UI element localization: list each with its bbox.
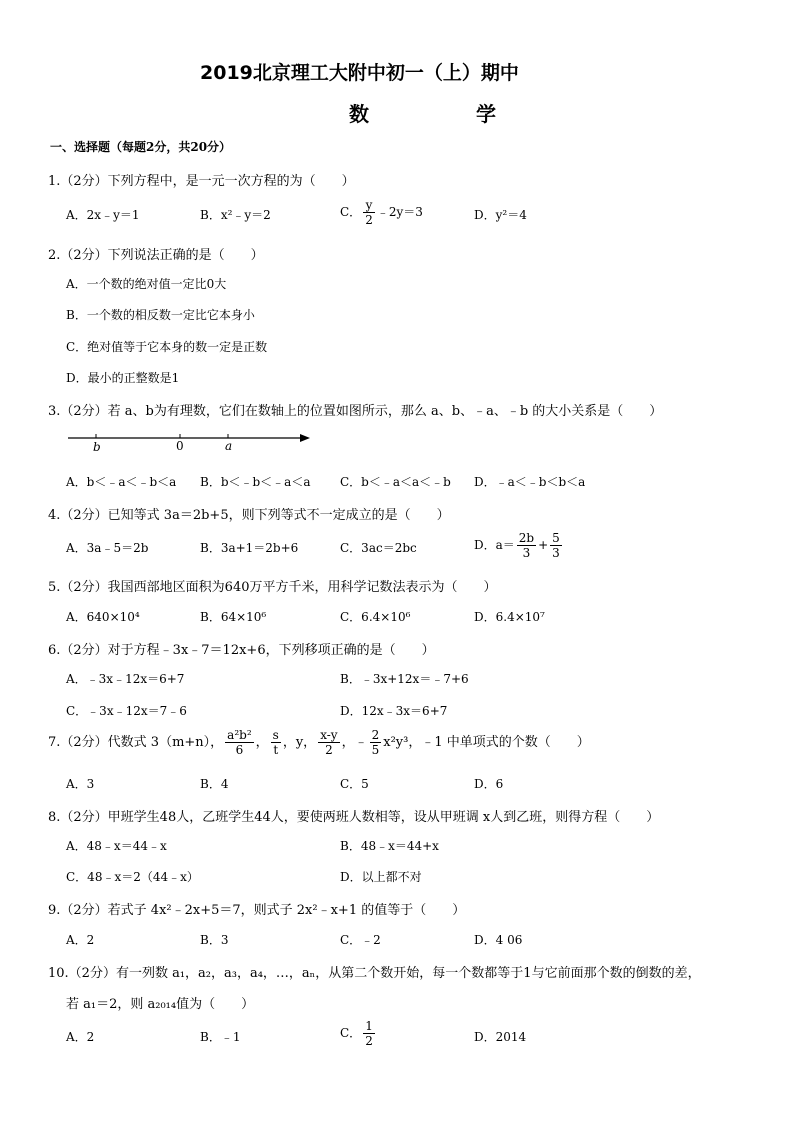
- q3-option-b: B．b＜﹣b＜﹣a＜a: [200, 475, 311, 489]
- q4-option-c: C．3ac＝2bc: [340, 541, 417, 555]
- q8-option-a: A．48﹣x＝44﹣x: [66, 839, 167, 853]
- q1-option-b: B．x²﹣y＝2: [200, 208, 271, 222]
- q4-option-a: A．3a﹣5＝2b: [66, 541, 149, 555]
- q2-option-c: C．绝对值等于它本身的数一定是正数: [66, 340, 268, 354]
- page-title: 2019北京理工大附中初一（上）期中: [200, 62, 519, 84]
- q5-option-a: A．640×10⁴: [66, 610, 140, 624]
- q7-option-d: D．6: [474, 777, 504, 791]
- q7-option-a: A．3: [66, 777, 95, 791]
- q4-option-d: D．a＝ $\frac{2b}{3}$ + $\frac{5}{3}$: [474, 531, 560, 560]
- q10-option-b: B．﹣1: [200, 1030, 241, 1044]
- q6-option-b: B．﹣3x+12x＝﹣7+6: [340, 672, 469, 686]
- q2-option-d: D．最小的正整数是1: [66, 371, 180, 385]
- section-heading: 一、选择题（每题2分，共20分）: [50, 140, 232, 154]
- subject-title: 数 学: [349, 102, 546, 126]
- q10-option-c: C． $\frac{1}{2}$: [340, 1019, 373, 1048]
- q3-option-a: A．b＜﹣a＜﹣b＜a: [66, 475, 177, 489]
- q8-option-d: D．以上都不对: [340, 870, 422, 884]
- q3-option-d: D．﹣a＜﹣b＜b＜a: [474, 475, 586, 489]
- q6-option-d: D．12x﹣3x＝6+7: [340, 704, 448, 718]
- q5-option-b: B．64×10⁶: [200, 610, 267, 624]
- question-10-stem-line2: 若 a₁＝2，则 a₂₀₁₄值为（ ）: [66, 997, 255, 1012]
- question-9-stem: 9.（2分）若式子 4x²﹣2x+5＝7，则式子 2x²﹣x+1 的值等于（ ）: [48, 903, 466, 918]
- q1-fraction: $\frac{y}{2}$: [365, 198, 373, 227]
- q1-option-d: D．y²＝4: [474, 208, 527, 222]
- q9-option-b: B．3: [200, 933, 229, 947]
- q6-option-a: A．﹣3x﹣12x＝6+7: [66, 672, 185, 686]
- q1-option-c: C． $\frac{y}{2}$ ﹣2y＝3: [340, 198, 423, 227]
- q2-option-b: B．一个数的相反数一定比它本身小: [66, 308, 255, 322]
- question-10-stem-line1: 10.（2分）有一列数 a₁，a₂，a₃，a₄，…，aₙ，从第二个数开始，每一个数都等于1与它前面那个数的倒数的差，: [48, 966, 701, 981]
- q5-option-d: D．6.4×10⁷: [474, 610, 545, 624]
- q3-option-c: C．b＜﹣a＜a＜﹣b: [340, 475, 451, 489]
- q1-option-a: A．2x﹣y＝1: [66, 208, 140, 222]
- q9-option-a: A．2: [66, 933, 95, 947]
- q8-option-c: C．48﹣x＝2（44﹣x）: [66, 870, 199, 884]
- question-8-stem: 8.（2分）甲班学生48人，乙班学生44人，要使两班人数相等，设从甲班调 x人到乙班，则得方程（ ）: [48, 810, 660, 825]
- q7-option-c: C．5: [340, 777, 369, 791]
- q6-option-c: C．﹣3x﹣12x＝7﹣6: [66, 704, 187, 718]
- number-line-arrow: [300, 434, 310, 442]
- question-7-stem: 7.（2分）代数式 3（m+n）， $\frac{\text{a²b²}}{6}$ ， $\frac{s}{t}$ ，y， $\frac{x-y}{2}$ ，﹣ $\frac{2}{5}$ x²y³，﹣1 中单项式的个数（ ）: [48, 728, 590, 757]
- q9-option-c: C．﹣2: [340, 933, 381, 947]
- label-a: a: [225, 439, 233, 453]
- q8-option-b: B．48﹣x＝44+x: [340, 839, 439, 853]
- q10-option-d: D．2014: [474, 1030, 527, 1044]
- q5-option-c: C．6.4×10⁶: [340, 610, 411, 624]
- question-5-stem: 5.（2分）我国西部地区面积为640万平方千米，用科学记数法表示为（ ）: [48, 580, 497, 595]
- question-2-stem: 2.（2分）下列说法正确的是（ ）: [48, 248, 264, 263]
- question-3-stem: 3.（2分）若 a、b为有理数，它们在数轴上的位置如图所示，那么 a、b、﹣a、﹣b 的大小关系是（ ）: [48, 404, 663, 419]
- q9-option-d: D．4 06: [474, 933, 523, 947]
- q10-option-a: A．2: [66, 1030, 95, 1044]
- question-4-stem: 4.（2分）已知等式 3a＝2b+5，则下列等式不一定成立的是（ ）: [48, 508, 450, 523]
- q4-option-b: B．3a+1＝2b+6: [200, 541, 299, 555]
- label-0: 0: [176, 439, 184, 453]
- q2-option-a: A．一个数的绝对值一定比0大: [66, 277, 227, 291]
- question-6-stem: 6.（2分）对于方程﹣3x﹣7＝12x+6，下列移项正确的是（ ）: [48, 643, 435, 658]
- label-b: b: [93, 440, 101, 454]
- question-1-stem: 1.（2分）下列方程中，是一元一次方程的为（ ）: [48, 174, 355, 189]
- number-line: [66, 428, 316, 456]
- q7-option-b: B．4: [200, 777, 229, 791]
